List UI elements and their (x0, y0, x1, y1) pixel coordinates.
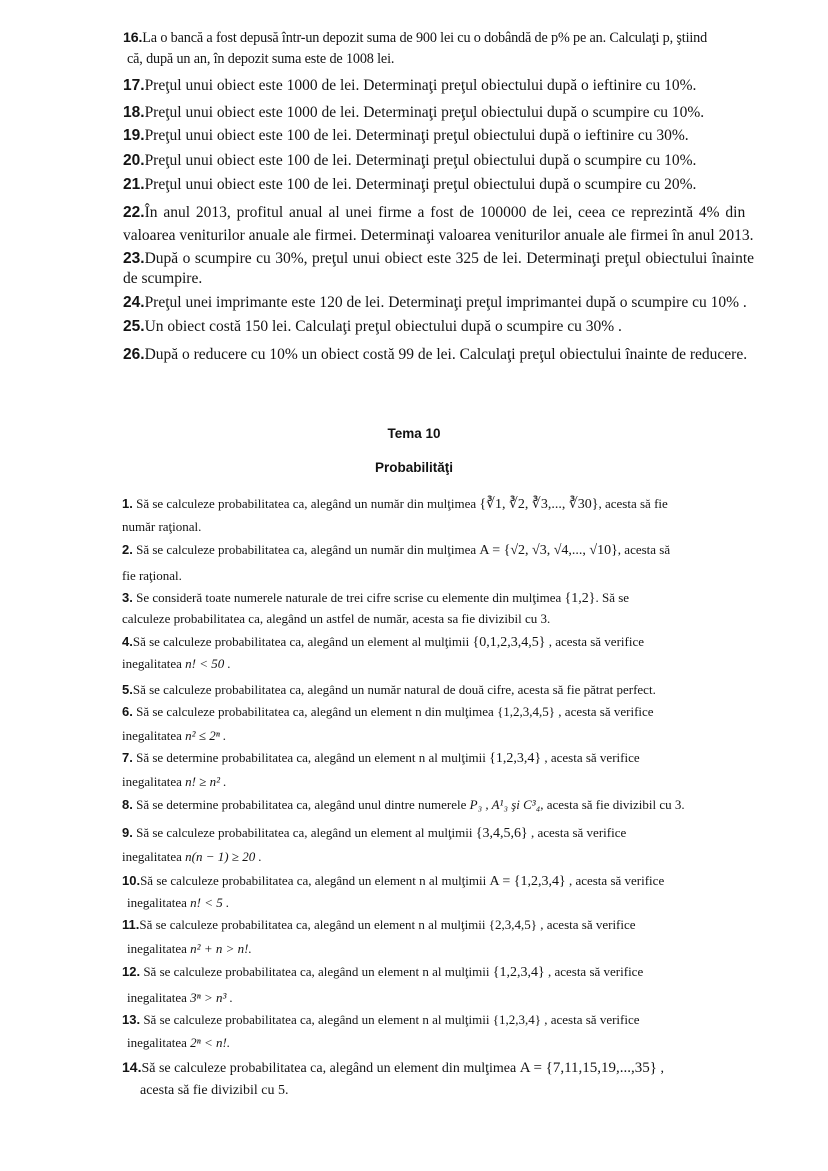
problem-26: 26.După o reducere cu 10% un obiect costă 99 de lei. Calculaţi preţul obiectului înainte de reducere. (123, 346, 748, 363)
prob-7-line-2: inegalitatea n! ≥ n² . (122, 774, 227, 789)
prob-2-line-1: 2. Să se calculeze probabilitatea ca, alegând un număr din mulţimea A = {√2, √3, √4,..., √10}, acesta să (122, 542, 671, 558)
problem-23-line-2: de scumpire. (123, 270, 203, 287)
prob-1-line-2: număr raţional. (122, 519, 202, 534)
problem-25: 25.Un obiect costă 150 lei. Calculaţi preţul obiectului după o scumpire cu 30% . (123, 318, 622, 335)
permutation-arrangement-combination: P₃ , A¹₃ şi C³₄ (469, 797, 541, 812)
problem-21: 21.Preţul unui obiect este 100 de lei. Determinaţi preţul obiectului după o scumpire cu 20%. (123, 176, 697, 193)
prob-14-line-1: 14.Să se calculeze probabilitatea ca, alegând un element din mulţimea A = {7,11,15,19,...,35} , (122, 1059, 665, 1076)
prob-11-line-1: 11.Să se calculeze probabilitatea ca, alegând un element n al mulţimii {2,3,4,5} , acesta să verifice (122, 917, 636, 932)
problem-20: 20.Preţul unui obiect este 100 de lei. Determinaţi preţul obiectului după o scumpire cu 10%. (123, 152, 697, 169)
set-square-roots: A = {√2, √3, √4,..., √10} (479, 543, 618, 558)
problem-17: 17.Preţul unui obiect este 1000 de lei. Determinaţi preţul obiectului după o ieftinire cu 10%. (123, 77, 697, 94)
section-title: Tema 10 (387, 426, 441, 441)
prob-9-line-2: inegalitatea n(n − 1) ≥ 20 . (122, 849, 262, 864)
prob-4-line-1: 4.Să se calculeze probabilitatea ca, alegând un element al mulţimii {0,1,2,3,4,5} , acesta să verifice (122, 634, 644, 650)
prob-4-line-2: inegalitatea n! < 50 . (122, 656, 231, 671)
prob-10-line-2: inegalitatea n! < 5 . (127, 895, 230, 910)
problem-19: 19.Preţul unui obiect este 100 de lei. Determinaţi preţul obiectului după o ieftinire cu 30%. (123, 127, 689, 144)
prob-9-line-1: 9. Să se calculeze probabilitatea ca, alegând un element al mulţimii {3,4,5,6} , acesta să verifice (122, 825, 627, 841)
prob-11-line-2: inegalitatea n² + n > n!. (127, 941, 252, 956)
prob-6-line-1: 6. Să se calculeze probabilitatea ca, alegând un element n din mulţimea {1,2,3,4,5} , acesta să verifice (122, 704, 654, 719)
prob-8: 8. Să se determine probabilitatea ca, alegând unul dintre numerele P₃ , A¹₃ şi C³₄, acesta să fie divizibil cu 3. (122, 797, 685, 812)
prob-2-line-2: fie raţional. (122, 568, 182, 583)
problem-18: 18.Preţul unui obiect este 1000 de lei. Determinaţi preţul obiectului după o scumpire cu 10%. (123, 104, 705, 121)
prob-13-line-1: 13. Să se calculeze probabilitatea ca, alegând un element n al mulţimii {1,2,3,4} , acesta să verifice (122, 1012, 640, 1027)
problem-22-line-1: 22.În anul 2013, profitul anual al unei firme a fost de 100000 de lei, ceea ce reprezintă 4% din (123, 204, 746, 221)
prob-12-line-2: inegalitatea 3ⁿ > n³ . (127, 990, 233, 1005)
problem-23-line-1: 23.După o scumpire cu 30%, preţul unui obiect este 325 de lei. Determinaţi preţul obiectului înainte (123, 250, 755, 267)
prob-3-line-2: calculeze probabilitatea ca, alegând un astfel de număr, acesta sa fie divizibil cu 3. (122, 611, 551, 626)
prob-10-line-1: 10.Să se calculeze probabilitatea ca, alegând un element n al mulţimii A = {1,2,3,4} , acesta să verifice (122, 873, 665, 889)
prob-7-line-1: 7. Să se determine probabilitatea ca, alegând un element n al mulţimii {1,2,3,4} , acesta să verifice (122, 750, 640, 766)
prob-1-line-1: 1. Să se calculeze probabilitatea ca, alegând un număr din mulţimea {∛1, ∛2, ∛3,..., ∛30}, acesta să fie (122, 496, 668, 512)
set-cube-roots: {∛1, ∛2, ∛3,..., ∛30} (479, 497, 599, 512)
problem-24: 24.Preţul unei imprimante este 120 de lei. Determinaţi preţul imprimantei după o scumpire cu 10% . (123, 294, 747, 311)
problem-16-line-1: 16.La o bancă a fost depusă într-un depozit suma de 900 lei cu o dobândă de p% pe an. Calculaţi p, ştiind (123, 30, 708, 46)
prob-12-line-1: 12. Să se calculeze probabilitatea ca, alegând un element n al mulţimii {1,2,3,4} , acesta să verifice (122, 964, 644, 980)
problem-22-line-2: valoarea veniturilor anuale ale firmei. Determinaţi valoarea veniturilor anuale ale firmei în anul 2013. (123, 227, 754, 244)
prob-14-line-2: acesta să fie divizibil cu 5. (140, 1083, 289, 1098)
prob-3-line-1: 3. Se consideră toate numerele naturale de trei cifre scrise cu elemente din mulţimea {1,2}. Să se (122, 590, 630, 606)
prob-13-line-2: inegalitatea 2ⁿ < n!. (127, 1035, 231, 1050)
section-subtitle: Probabilităţi (374, 460, 453, 475)
problem-16-line-2: că, după un an, în depozit suma este de 1008 lei. (127, 51, 395, 67)
prob-5: 5.Să se calculeze probabilitatea ca, alegând un număr natural de două cifre, acesta să fie pătrat perfect. (122, 682, 656, 697)
prob-6-line-2: inegalitatea n² ≤ 2ⁿ . (122, 728, 227, 743)
